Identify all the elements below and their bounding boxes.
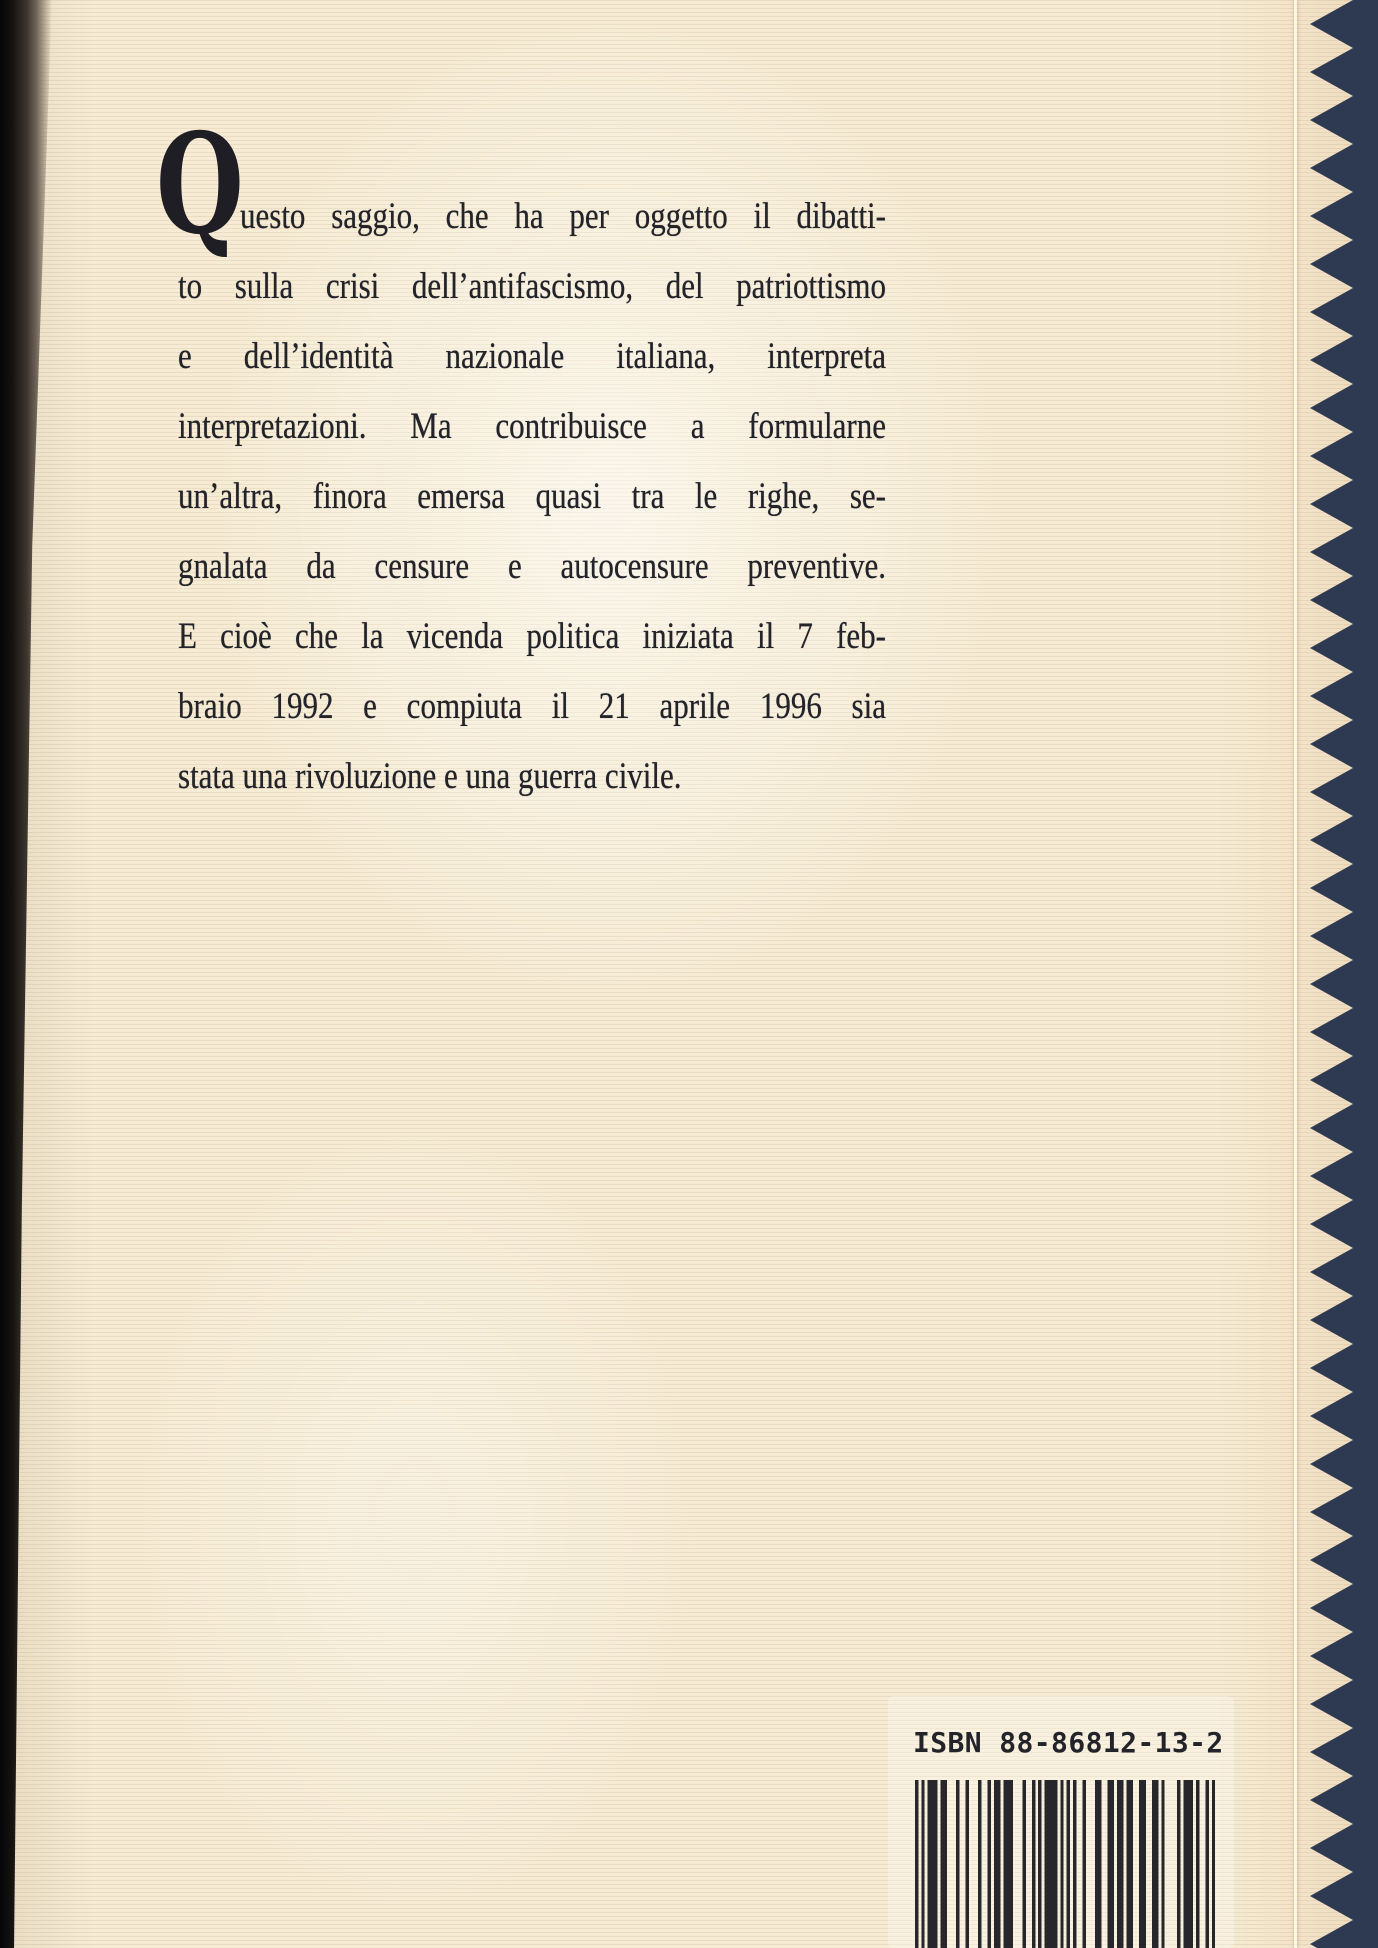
blurb-line-6: gnalata da censure e autocensure preventive. — [178, 544, 886, 587]
dropcap-q: Q — [156, 103, 244, 266]
blurb-line-1: uesto saggio, che ha per oggetto il dibatti- — [240, 194, 886, 237]
blurb-line-3: e dell’identità nazionale italiana, interpreta — [178, 334, 886, 377]
blurb-line-7: E cioè che la vicenda politica iniziata il 7 feb- — [178, 614, 886, 657]
blurb-line-4: interpretazioni. Ma contribuisce a formularne — [178, 404, 886, 447]
cover-crease-line — [1294, 0, 1297, 1948]
deckle-zigzag-edge — [1300, 0, 1378, 1948]
blurb-line-5: un’altra, finora emersa quasi tra le righe, se- — [178, 474, 886, 517]
blurb-line-2: to sulla crisi dell’antifascismo, del patriottismo — [178, 264, 886, 307]
blurb-line-9: stata una rivoluzione e una guerra civile. — [178, 754, 682, 797]
ean13-barcode — [915, 1780, 1215, 1948]
spine-shadow-edge — [0, 0, 52, 1948]
blurb-line-8: braio 1992 e compiuta il 21 aprile 1996 sia — [178, 684, 886, 727]
isbn-text: ISBN 88-86812-13-2 — [913, 1726, 1224, 1759]
